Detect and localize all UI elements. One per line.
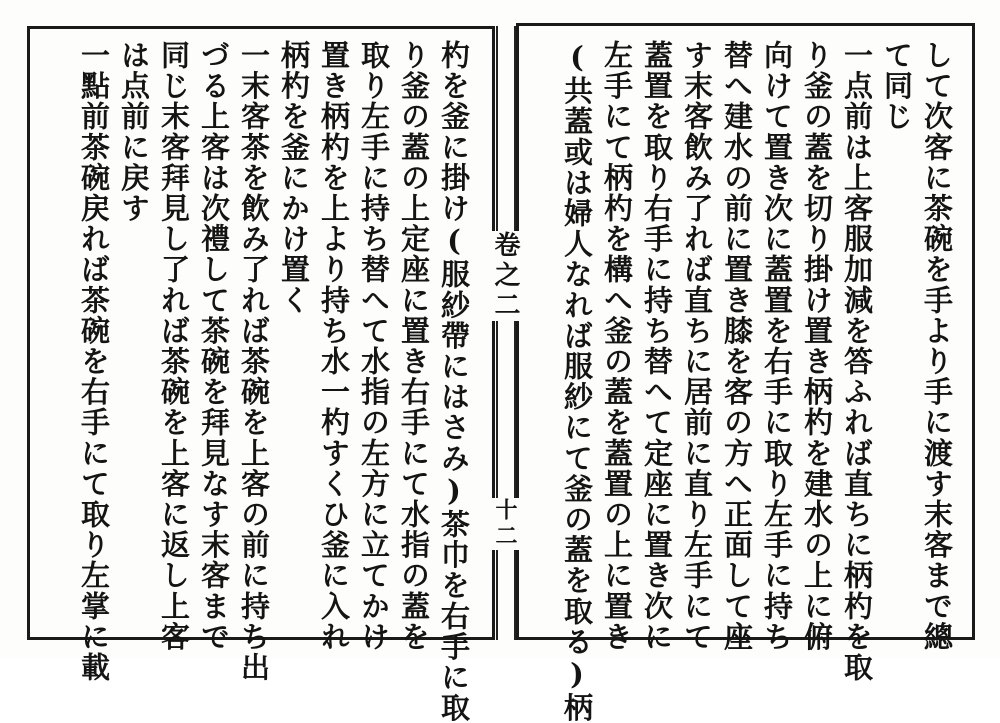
text-line: 柄杓を釜にかけ置く [277,40,311,316]
right-page-text [537,40,957,723]
text-line: 替へ建水の前に置き膝を客の方へ正面して座 [720,40,754,652]
text-line: 一末客茶を飲み了れば茶碗を上客の前に持ち出 [237,40,271,683]
page-number: 十二 [487,498,523,550]
book-spine [487,26,523,640]
text-line: 向けて置き次に蓋置を右手に取り左手に持ち [760,40,794,652]
text-line: 同じ末客拜見し了れば茶碗を上客に返し上客 [157,40,191,652]
volume-label: 卷之二 [487,231,523,321]
text-line: (共蓋或は婦人なれば服紗にて釜の蓋を取る)柄 [560,40,594,723]
text-line: 蓋置を取り右手に持ち替へて定座に置き次に [640,40,674,652]
text-line: して次客に茶碗を手より手に渡す末客まで總 [920,40,954,652]
text-line: 一点前は上客服加減を答ふれば直ちに柄杓を取 [840,40,874,683]
text-line: 取り左手に持ち替へて水指の左方に立てかけ [357,40,391,652]
text-line: 置き柄杓を上より持ち水一杓すくひ釜に入れ [317,40,351,652]
text-line: 一點前茶碗戻れば茶碗を右手にて取り左掌に載 [77,40,111,683]
text-line: づる上客は次禮して茶碗を拜見なす末客まで [197,40,231,652]
text-line: 左手にて柄杓を構へ釜の蓋を蓋置の上に置き [600,40,634,652]
text-line: り釜の蓋を切り掛け置き柄杓を建水の上に俯 [800,40,834,652]
left-page-text [50,40,474,723]
text-line: は点前に戻す [117,40,151,224]
text-line: 杓を釜に掛け(服紗帶にはさみ)茶巾を右手に取 [437,40,471,723]
text-line: す末客飲み了れば直ちに居前に直り左手にて [680,40,714,652]
text-line: て同じ [880,40,914,132]
text-line: り釜の蓋の上定座に置き右手にて水指の蓋を [397,40,431,652]
